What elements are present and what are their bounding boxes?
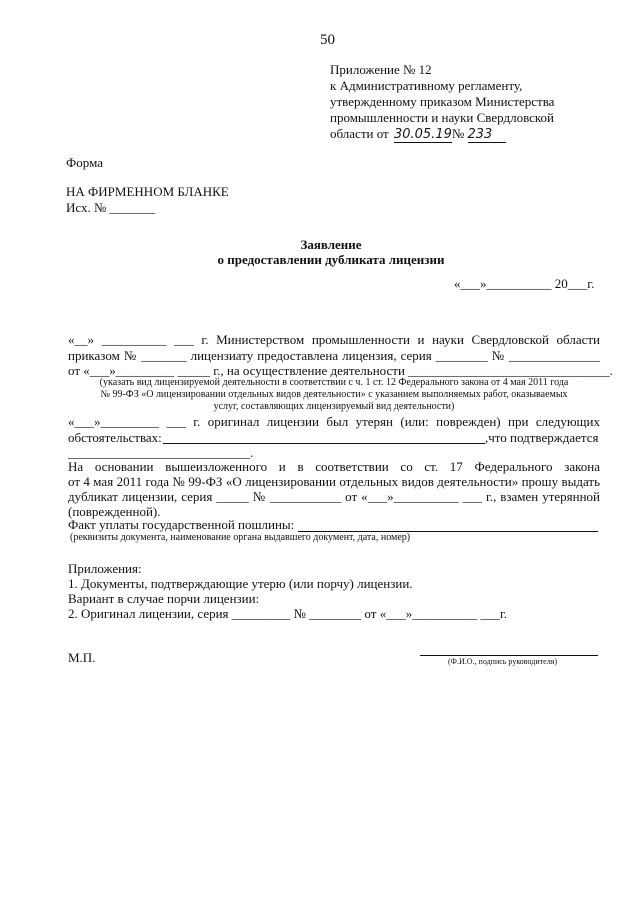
para3-line3: дубликат лицензии, серия _____ № ___________ от «___»__________ ___ г., взамен утерянной [68,489,600,504]
letterhead-label: НА ФИРМЕННОМ БЛАНКЕ [66,184,229,199]
attachment-item-1: 1. Документы, подтверждающие утерю (или порчу) лицензии. [68,576,413,591]
para3-line2: от 4 мая 2011 года № 99-ФЗ «О лицензировании отдельных видов деятельности» прошу выдать [68,474,600,489]
para1-line2: приказом № _______ лицензиату предоставлена лицензия, серия ________ № ______________ [68,348,600,363]
fee-note: (реквизиты документа, наименование органа выдавшего документ, дата, номер) [70,532,411,543]
fee-label: Факт уплаты государственной пошлины: [68,517,295,532]
document-title: Заявление [300,237,362,252]
appendix-line-2: к Административному регламенту, [330,78,523,93]
attachments-heading: Приложения: [68,561,142,576]
stamp-label: М.П. [68,650,96,665]
attachment-item-2: 2. Оригинал лицензии, серия _________ № ________ от «___»__________ ___г. [68,606,508,621]
appendix-date-prefix: области от [330,126,389,141]
handwritten-number: 233 [468,128,507,143]
appendix-line-5 [330,126,554,143]
handwritten-date: 30.05.19 [393,127,452,142]
variant-label: Вариант в случае порчи лицензии: [68,591,260,606]
document-subtitle: о предоставлении дубликата лицензии [217,252,445,267]
circumstances-underline [163,443,485,444]
para3-line4: (поврежденной). [68,504,161,519]
form-label: Форма [66,155,103,170]
date-line: «___»__________ 20___г. [454,276,595,291]
confirmation-text: ,что подтверждается [485,430,599,445]
outgoing-number: Исх. № _______ [66,200,156,215]
activity-note-line2: № 99-ФЗ «О лицензировании отдельных видов деятельности» с указанием выполняемых работ, оказываемых [100,389,568,400]
activity-note-line1: (указать вид лицензируемой деятельности в соответствии с ч. 1 ст. 12 Федерального закона от 4 мая 2011 года [99,377,569,388]
para2-line3: ____________________________. [68,445,254,460]
para1-line1: «__» __________ ___ г. Министерством промышленности и науки Свердловской области [68,332,600,347]
signature-caption: (Ф.И.О., подпись руководителя) [448,657,558,666]
appendix-line-1: Приложение № 12 [330,62,432,77]
circumstances-label: обстоятельствах: [68,430,162,445]
para2-line1: «___»_________ ___ г. оригинал лицензии был утерян (или: поврежден) при следующих [68,414,600,429]
signature-line [420,655,598,656]
page-number: 50 [320,32,335,48]
appendix-line-3: утвержденному приказом Министерства [330,94,555,109]
para1-line3: от «___»_________ _____ г., на осуществление деятельности _______________________________. [68,363,613,378]
appendix-line-4: промышленности и науки Свердловской [330,110,555,125]
number-sign: № [451,126,465,141]
appendix-block [330,62,554,143]
para3-line1: На основании вышеизложенного и в соответствии со ст. 17 Федерального закона [68,459,600,474]
activity-note-line3: услуг, составляющих лицензируемый вид деятельности) [213,401,455,412]
